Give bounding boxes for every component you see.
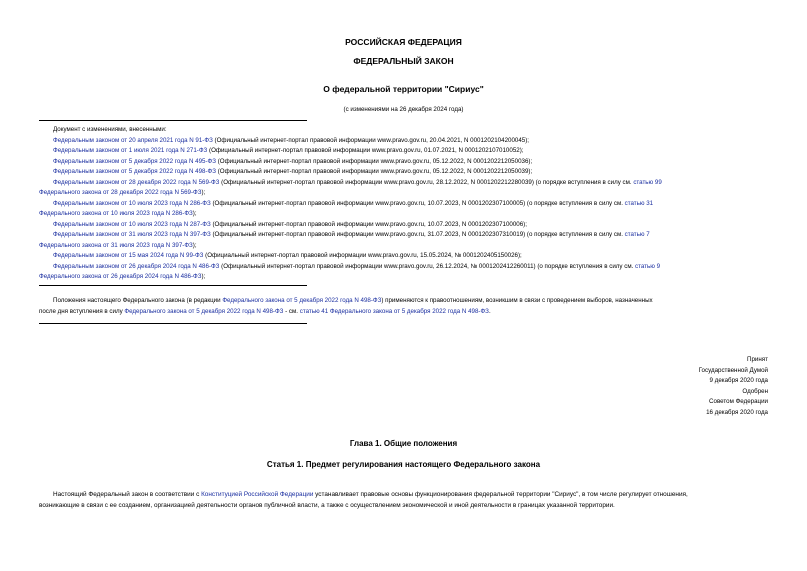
amendment-link[interactable]: Федеральным законом от 20 апреля 2021 года N 91-ФЗ	[53, 136, 213, 144]
note-line-1	[39, 296, 769, 307]
note-text: .	[488, 307, 491, 315]
article-body	[39, 489, 769, 511]
amendment-article-link[interactable]: статью 99	[633, 178, 662, 186]
amendment-article-link[interactable]: статью 7	[624, 231, 650, 238]
note-text: после дня вступления в силу	[39, 307, 125, 315]
note-link-2[interactable]: Федерального закона от 5 декабря 2022 года N 498-ФЗ	[124, 307, 284, 315]
divider-bottom	[39, 323, 307, 324]
note-text: Положения настоящего Федерального закона (в редакции	[53, 297, 223, 304]
amendment-text: (Официальный интернет-портал правовой информации www.pravo.gov.ru, 31.07.2023, N 0001202307310019) (о порядке вступления в силу см.	[210, 231, 625, 238]
document-title: О федеральной территории "Сириус"	[323, 84, 484, 94]
amendment-law-link[interactable]: Федерального закона от 10 июля 2023 года N 286-ФЗ	[39, 210, 193, 217]
amendment-link[interactable]: Федеральным законом от 31 июля 2023 года N 397-ФЗ	[53, 231, 211, 238]
amendment-text: );	[192, 210, 197, 217]
amendments-intro: Документ с изменениями, внесенными:	[53, 126, 167, 133]
body-text: устанавливает правовые основы функционирования федеральной территории "Сириус", в том числе регулирует отношения,	[313, 491, 688, 498]
amendment-item-continued	[39, 241, 769, 252]
amendment-article-link[interactable]: статью 31	[624, 199, 654, 207]
amendment-link[interactable]: Федеральным законом от 1 июля 2021 года N 271-ФЗ	[53, 147, 208, 154]
chapter-title: Глава 1. Общие положения	[349, 439, 458, 448]
adoption-line: Одобрен	[742, 387, 768, 395]
note-line-2	[39, 307, 769, 318]
amendment-link[interactable]: Федеральным законом от 28 декабря 2022 года N 569-ФЗ	[53, 178, 220, 186]
amendment-law-link[interactable]: Федерального закона от 28 декабря 2022 года N 569-ФЗ	[39, 189, 202, 196]
adoption-line: 16 декабря 2020 года	[706, 408, 768, 416]
amendment-link[interactable]: Федеральным законом от 5 декабря 2022 года N 498-ФЗ	[53, 168, 216, 175]
amendment-law-link[interactable]: Федерального закона от 31 июля 2023 года N 397-ФЗ	[39, 241, 193, 249]
adoption-line: Принят	[747, 356, 768, 363]
note-link-3[interactable]: статью 41 Федерального закона от 5 декабря 2022 года N 498-ФЗ	[299, 307, 489, 315]
note-text: - см.	[283, 307, 300, 315]
body-line-2: возникающие в связи с ее созданием, организацией деятельности органов публичной власти, а также с осуществлением экономической и иной деятельности в границах указанной территории.	[39, 502, 615, 509]
amendment-text: (Официальный интернет-портал правовой информации www.pravo.gov.ru, 05.12.2022, N 0001202212050036);	[215, 157, 533, 165]
application-note	[39, 296, 769, 317]
amendment-text: (Официальный интернет-портал правовой информации www.pravo.gov.ru, 05.12.2022, N 0001202212050039);	[215, 168, 533, 175]
constitution-link[interactable]: Конституцией Российской Федерации	[201, 491, 314, 498]
adoption-line: Государственной Думой	[698, 366, 768, 374]
divider-top	[39, 120, 307, 121]
amendment-item	[39, 262, 769, 273]
amendment-item	[39, 178, 769, 189]
amendment-link[interactable]: Федеральным законом от 10 июля 2023 года N 286-ФЗ	[53, 199, 211, 207]
amendment-item	[39, 136, 769, 147]
amendment-text: (Официальный интернет-портал правовой информации www.pravo.gov.ru, 28.12.2022, N 0001202212280039) (о порядке вступления в силу см.	[219, 178, 634, 186]
amendment-text: (Официальный интернет-портал правовой информации www.pravo.gov.ru, 20.04.2021, N 0001202104200045);	[212, 136, 529, 144]
amendment-item-continued	[39, 209, 769, 220]
amendment-law-link[interactable]: Федерального закона от 26 декабря 2024 года N 486-ФЗ	[39, 273, 202, 280]
amendment-link[interactable]: Федеральным законом от 5 декабря 2022 года N 495-ФЗ	[53, 157, 216, 165]
note-text: ) применяются к правоотношениям, возникшим в связи с проведением выборов, назначенных	[381, 297, 653, 304]
amendment-text: (Официальный интернет-портал правовой информации www.pravo.gov.ru, 26.12.2024, № 0001202412260011) (о порядке вступления в силу см.	[219, 262, 636, 270]
adoption-block	[699, 355, 768, 418]
body-text: Настоящий Федеральный закон в соответствии с	[53, 491, 202, 498]
amendment-text: (Официальный интернет-портал правовой информации www.pravo.gov.ru, 10.07.2023, N 0001202307100006);	[210, 220, 527, 228]
doc-type-heading: ФЕДЕРАЛЬНЫЙ ЗАКОН	[353, 56, 454, 66]
amendment-item	[39, 146, 769, 157]
amendment-item	[39, 230, 769, 241]
note-link-1[interactable]: Федерального закона от 5 декабря 2022 года N 498-ФЗ	[222, 297, 382, 304]
amendment-link[interactable]: Федеральным законом от 10 июля 2023 года N 287-ФЗ	[53, 220, 211, 228]
amendment-text: );	[201, 273, 206, 280]
amendment-item	[39, 220, 769, 231]
country-heading: РОССИЙСКАЯ ФЕДЕРАЦИЯ	[345, 37, 462, 47]
amendment-text: (Официальный интернет-портал правовой информации www.pravo.gov.ru, 10.07.2023, N 0001202307100005) (о порядке вступления в силу см.	[210, 199, 625, 207]
amendment-link[interactable]: Федеральным законом от 26 декабря 2024 года N 486-ФЗ	[53, 262, 220, 270]
revision-note: (с изменениями на 26 декабря 2024 года)	[343, 106, 464, 113]
amendment-link[interactable]: Федеральным законом от 15 мая 2024 года N 99-ФЗ	[53, 252, 204, 259]
article-title: Статья 1. Предмет регулирования настоящего Федерального закона	[266, 460, 541, 469]
amendment-item	[39, 157, 769, 168]
body-line-1	[39, 489, 769, 500]
amendment-text: (Официальный интернет-портал правовой информации www.pravo.gov.ru, 01.07.2021, N 0001202107010052);	[207, 147, 524, 154]
amendment-item	[39, 251, 769, 262]
amendment-item	[39, 199, 769, 210]
amendments-list	[39, 125, 769, 283]
amendment-item-continued	[39, 188, 769, 199]
amendment-text: );	[192, 241, 197, 249]
amendment-text: );	[201, 189, 206, 196]
amendment-item	[39, 167, 769, 178]
amendment-text: (Официальный интернет-портал правовой информации www.pravo.gov.ru, 15.05.2024, № 0001202405150026);	[203, 252, 522, 259]
adoption-line: Советом Федерации	[709, 398, 768, 405]
adoption-line: 9 декабря 2020 года	[709, 377, 768, 384]
amendment-item-continued	[39, 272, 769, 283]
amendment-article-link[interactable]: статью 9	[635, 262, 661, 270]
divider-middle	[39, 285, 307, 286]
